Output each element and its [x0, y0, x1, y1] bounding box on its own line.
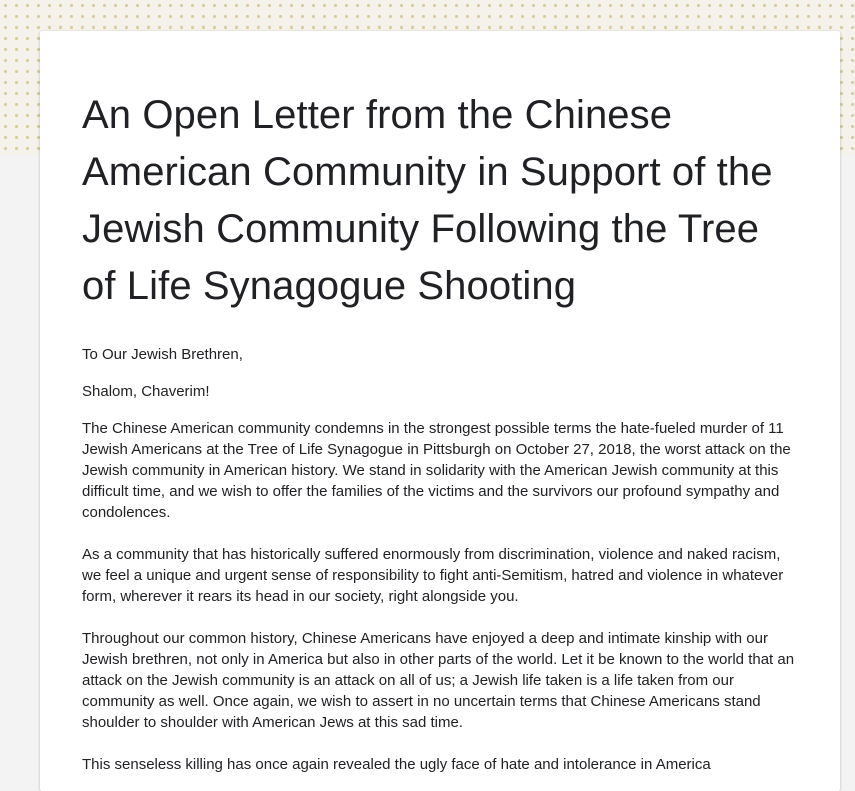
- letter-paragraph-1: The Chinese American community condemns in the strongest possible terms the hate-fueled murder of 11 Jewish Americans at the Tree of Life Synagogue in Pittsburgh on October 27, 2018, the worst attack on the Jewish community in American history. We stand in solidarity with the American Jewish community at this difficult time, and we wish to offer the families of the victims and the survivors our profound sympathy and condolences.: [82, 420, 791, 521]
- letter-greeting: To Our Jewish Brethren,: [82, 346, 243, 363]
- letter-paragraph-2: As a community that has historically suffered enormously from discrimination, violence and naked racism, we feel a unique and urgent sense of responsibility to fight anti-Semitism, hatred and violence in whatever form, wherever it rears its head in our society, right alongside you.: [82, 546, 784, 605]
- letter-paragraph-4: This senseless killing has once again revealed the ugly face of hate and intolerance in America: [82, 756, 711, 773]
- form-description: [82, 344, 798, 775]
- letter-salutation: Shalom, Chaverim!: [82, 383, 210, 400]
- letter-paragraph-3: Throughout our common history, Chinese Americans have enjoyed a deep and intimate kinship with our Jewish brethren, not only in America but also in other parts of the world. Let it be known to the world that an attack on the Jewish community is an attack on all of us; a Jewish life taken is a life taken from our community as well. Once again, we wish to assert in no uncertain terms that Chinese Americans stand shoulder to shoulder with American Jews at this sad time.: [82, 630, 795, 731]
- form-card: [40, 31, 840, 791]
- form-title: An Open Letter from the Chinese American Community in Support of the Jewish Community Following the Tree of Life Synagogue Shooting: [82, 93, 773, 308]
